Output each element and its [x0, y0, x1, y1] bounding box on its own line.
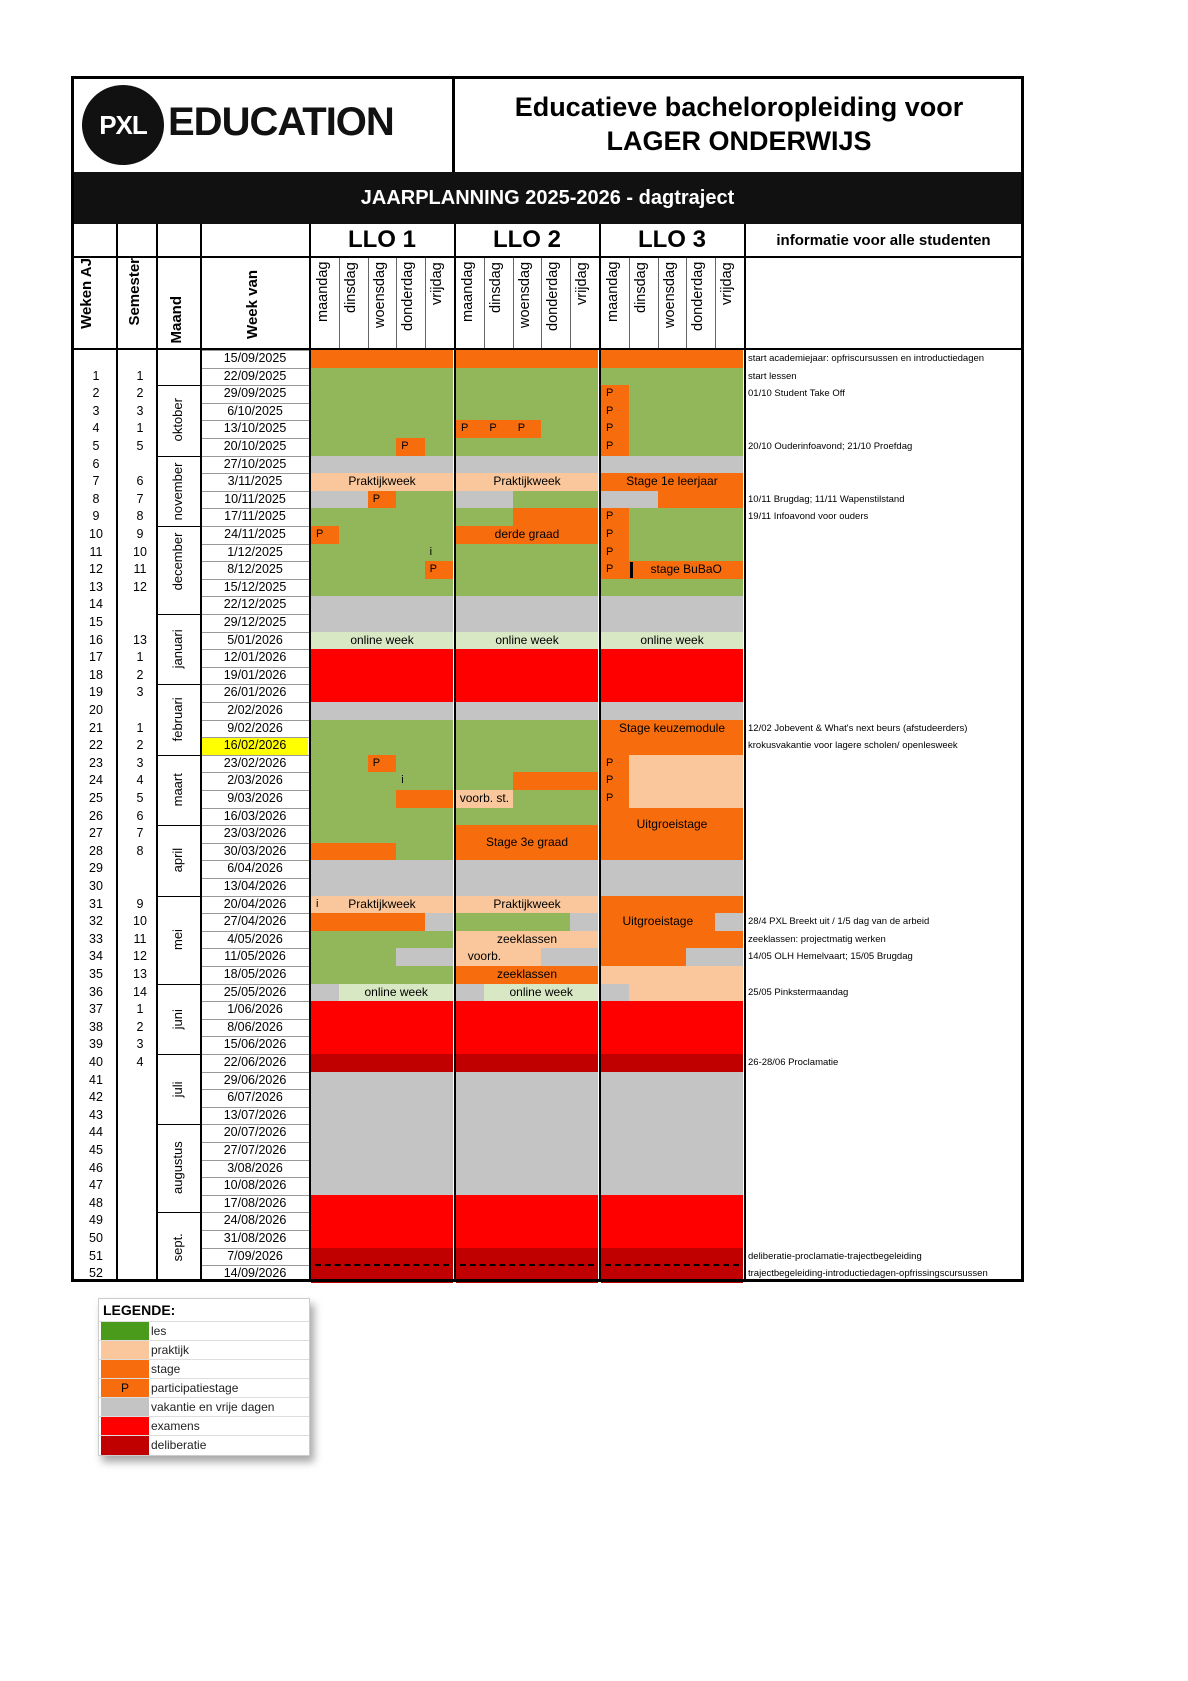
info-note: 20/10 Ouderinfoavond; 21/10 Proefdag	[748, 441, 913, 452]
participatie-mark: P	[606, 387, 614, 400]
week-date: 3/11/2025	[227, 474, 283, 489]
week-date: 20/04/2026	[223, 896, 287, 911]
semester-week: 11	[133, 931, 147, 946]
program-title-line-1: Educatieve bacheloropleiding voor	[514, 92, 964, 122]
day-header: woensdag	[516, 262, 533, 329]
week-date: 27/04/2026	[223, 914, 287, 929]
month-label: juli	[170, 1081, 185, 1098]
week-number: 42	[89, 1090, 103, 1105]
legend-row	[99, 1340, 309, 1360]
week-date: 31/08/2026	[223, 1231, 287, 1245]
block-label: zeeklassen	[496, 931, 558, 946]
participatie-mark: P	[372, 756, 381, 769]
info-note: 19/11 Infoavond voor ouders	[748, 511, 869, 523]
week-date: 2/02/2026	[227, 703, 283, 717]
week-date: 1/12/2025	[227, 544, 283, 559]
month-label: sept.	[170, 1233, 185, 1262]
info-note: 10/11 Brugdag; 11/11 Wapenstilstand	[748, 493, 905, 505]
legend-swatch: P	[101, 1379, 149, 1398]
legend-swatch	[101, 1322, 149, 1341]
week-date: 23/02/2026	[223, 755, 287, 770]
week-number: 3	[92, 403, 100, 418]
legend-row	[99, 1397, 309, 1417]
week-date: 11/05/2026	[224, 949, 286, 964]
semester-week: 12	[133, 579, 147, 594]
participatie-mark: P	[372, 492, 381, 505]
week-date: 22/12/2025	[223, 597, 287, 612]
week-date: 20/07/2026	[223, 1125, 287, 1140]
week-number: 48	[89, 1195, 103, 1210]
week-date: 16/02/2026	[223, 738, 287, 753]
week-date: 6/07/2026	[227, 1090, 283, 1105]
week-number: 2	[92, 386, 100, 401]
participatie-mark: P	[316, 528, 324, 540]
day-header: maandag	[315, 262, 331, 323]
week-date: 24/11/2025	[224, 527, 286, 541]
participatie-mark: P	[461, 422, 469, 435]
semester-week: 9	[136, 527, 144, 541]
week-number: 17	[89, 650, 103, 665]
week-date: 22/09/2025	[223, 368, 287, 383]
week-number: 30	[89, 879, 103, 893]
week-date: 12/01/2026	[223, 650, 287, 665]
week-number: 15	[89, 615, 103, 629]
semester-week: 3	[136, 685, 144, 700]
week-number: 31	[89, 896, 103, 911]
month-label: december	[170, 532, 185, 591]
info-header: informatie voor alle studenten	[776, 231, 991, 249]
program-title-line-2: LAGER ONDERWIJS	[606, 126, 872, 156]
legend-swatch	[101, 1341, 149, 1360]
week-number: 10	[89, 527, 103, 541]
day-header: woensdag	[371, 262, 388, 329]
legend-swatch	[101, 1398, 149, 1417]
day-header: dinsdag	[343, 262, 360, 313]
group-llo-3: LLO 3	[637, 226, 706, 253]
week-number: 22	[89, 738, 103, 753]
month-label: mei	[170, 929, 185, 951]
week-number: 24	[89, 773, 103, 788]
semester-week: 3	[136, 403, 144, 418]
week-date: 25/05/2026	[223, 984, 287, 999]
week-number: 27	[89, 826, 103, 841]
semester-week: 1	[136, 1002, 144, 1017]
week-date: 16/03/2026	[223, 808, 287, 823]
week-number: 39	[89, 1037, 103, 1052]
legend	[98, 1298, 310, 1456]
semester-week: 6	[136, 474, 144, 489]
week-date: 9/02/2026	[227, 720, 283, 735]
block-label: Praktijkweek	[348, 474, 416, 489]
week-date: 9/03/2026	[227, 791, 283, 805]
semester-week: 1	[136, 421, 144, 436]
block-label: online week	[495, 632, 559, 647]
week-date: 22/06/2026	[223, 1055, 287, 1069]
week-number: 32	[89, 914, 103, 929]
week-date: 29/09/2025	[223, 386, 287, 401]
semester-week: 11	[133, 562, 147, 577]
week-date: 15/06/2026	[223, 1037, 287, 1052]
week-date: 13/10/2025	[223, 421, 287, 436]
day-header: vrijdag	[573, 262, 590, 305]
info-note: start academiejaar: opfriscursussen en introductiedagen	[748, 353, 985, 364]
col-header-semester: Semester	[126, 258, 143, 326]
week-number: 35	[89, 967, 103, 981]
block-label: online week	[350, 632, 414, 647]
week-number: 44	[89, 1125, 103, 1140]
week-number: 18	[89, 667, 103, 682]
week-number: 26	[89, 808, 103, 823]
day-header: woensdag	[661, 262, 678, 329]
col-header-maand: Maand	[168, 296, 185, 344]
info-mark: i	[429, 545, 433, 558]
day-header: donderdag	[690, 262, 707, 332]
semester-week: 2	[136, 738, 144, 753]
logo-wordmark: EDUCATION	[168, 100, 394, 144]
week-date: 10/08/2026	[223, 1178, 287, 1193]
week-date: 8/12/2025	[227, 562, 283, 577]
month-label: januari	[170, 629, 185, 669]
week-date: 18/05/2026	[223, 967, 287, 981]
participatie-mark: P	[606, 440, 614, 452]
semester-week: 13	[133, 967, 147, 981]
info-note: 26-28/06 Proclamatie	[748, 1057, 839, 1068]
week-date: 29/06/2026	[223, 1072, 287, 1087]
week-number: 29	[89, 861, 103, 876]
week-date: 15/12/2025	[223, 579, 287, 594]
week-number: 9	[92, 509, 100, 524]
semester-week: 14	[133, 984, 147, 999]
week-date: 17/08/2026	[223, 1195, 287, 1210]
info-note: 14/05 OLH Hemelvaart; 15/05 Brugdag	[748, 951, 913, 963]
group-llo-2: LLO 2	[492, 226, 561, 253]
week-date: 19/01/2026	[223, 667, 287, 682]
week-number: 1	[92, 368, 100, 383]
info-note: zeeklassen: projectmatig werken	[748, 933, 886, 945]
block-label: derde graad	[494, 527, 560, 541]
week-number: 7	[92, 474, 100, 489]
week-date: 6/04/2026	[227, 861, 283, 876]
semester-week: 10	[133, 544, 147, 559]
info-note: 12/02 Jobevent & What's next beurs (afstudeerders)	[748, 722, 968, 734]
legend-label: les	[151, 1324, 167, 1338]
legend-swatch	[101, 1360, 149, 1379]
col-header-week-van: Week van	[244, 270, 261, 339]
col-header-weeks: Weken AJ	[78, 258, 95, 329]
semester-week: 3	[136, 1037, 144, 1052]
week-date: 27/07/2026	[223, 1143, 287, 1157]
day-header: dinsdag	[633, 262, 650, 313]
semester-week: 2	[136, 386, 144, 401]
semester-week: 8	[136, 843, 144, 858]
block-label: online week	[509, 984, 573, 999]
legend-title: LEGENDE:	[103, 1302, 176, 1318]
legend-label: praktijk	[151, 1343, 190, 1357]
block-label: zeeklassen	[496, 967, 558, 981]
week-number: 5	[92, 439, 100, 453]
week-number: 47	[89, 1178, 103, 1193]
participatie-mark: P	[606, 422, 614, 435]
semester-week: 12	[133, 949, 147, 964]
week-date: 24/08/2026	[223, 1213, 287, 1228]
day-header: vrijdag	[428, 262, 445, 305]
week-date: 30/03/2026	[223, 843, 287, 858]
participatie-mark: P	[606, 774, 614, 787]
week-date: 6/10/2025	[227, 403, 283, 418]
semester-week: 1	[136, 720, 144, 735]
week-number: 45	[89, 1143, 103, 1157]
info-note: 01/10 Student Take Off	[748, 388, 845, 400]
week-number: 14	[89, 597, 103, 612]
week-date: 20/10/2025	[223, 439, 287, 453]
week-number: 33	[89, 931, 103, 946]
week-date: 29/12/2025	[223, 615, 287, 629]
legend-label: participatiestage	[151, 1381, 239, 1395]
block-label: Stage 1e leerjaar	[626, 474, 718, 489]
legend-row	[99, 1321, 309, 1341]
semester-week: 5	[136, 791, 144, 805]
week-date: 5/01/2026	[227, 632, 283, 647]
semester-week: 13	[133, 632, 147, 647]
participatie-mark: P	[401, 440, 409, 452]
week-date: 14/09/2026	[223, 1266, 287, 1281]
table-frame	[71, 76, 1024, 1282]
week-date: 26/01/2026	[223, 685, 287, 700]
week-date: 4/05/2026	[227, 931, 283, 946]
week-date: 1/06/2026	[227, 1002, 283, 1017]
week-number: 43	[89, 1107, 103, 1122]
week-date: 8/06/2026	[227, 1019, 283, 1034]
block-label: Praktijkweek	[493, 896, 561, 911]
week-number: 8	[92, 491, 100, 506]
week-number: 20	[89, 703, 103, 717]
week-number: 21	[89, 720, 103, 735]
week-number: 40	[89, 1055, 103, 1069]
week-date: 23/03/2026	[223, 826, 287, 841]
block-label: voorb.	[467, 949, 502, 964]
day-header: maandag	[460, 262, 476, 323]
participatie-mark: P	[606, 545, 614, 558]
semester-week: 1	[136, 650, 144, 665]
month-label: juni	[170, 1008, 185, 1029]
block-label: stage BuBaO	[650, 562, 722, 577]
day-header: vrijdag	[718, 262, 735, 305]
block-label: Praktijkweek	[493, 474, 561, 489]
info-note: deliberatie-proclamatie-trajectbegeleiding	[748, 1250, 922, 1262]
block-label: Stage 3e graad	[485, 835, 569, 849]
week-number: 37	[89, 1002, 103, 1017]
group-llo-1: LLO 1	[347, 226, 416, 253]
week-number: 12	[89, 562, 103, 577]
month-label: augustus	[170, 1142, 185, 1195]
week-number: 50	[89, 1231, 103, 1245]
year-title: JAARPLANNING 2025-2026 - dagtraject	[71, 172, 1024, 224]
week-number: 11	[89, 544, 103, 559]
legend-row	[99, 1378, 309, 1398]
week-number: 34	[89, 949, 103, 964]
info-note: krokusvakantie voor lagere scholen/ openlesweek	[748, 740, 958, 752]
block-label: voorb. st.	[459, 791, 510, 805]
participatie-mark: P	[606, 528, 614, 540]
week-number: 36	[89, 984, 103, 999]
month-label: april	[170, 848, 185, 873]
semester-week: 3	[136, 755, 144, 770]
semester-week: 2	[136, 667, 144, 682]
week-number: 16	[89, 632, 103, 647]
week-number: 19	[89, 685, 103, 700]
semester-week: 2	[136, 1019, 144, 1034]
participatie-mark: P	[517, 422, 526, 435]
semester-week: 6	[136, 808, 144, 823]
participatie-mark: P	[606, 756, 614, 769]
month-label: oktober	[170, 398, 185, 443]
week-date: 17/11/2025	[224, 509, 286, 524]
day-header: donderdag	[545, 262, 562, 332]
week-number: 23	[89, 755, 103, 770]
legend-swatch	[101, 1436, 149, 1455]
week-date: 13/04/2026	[223, 879, 287, 893]
participatie-mark: P	[606, 563, 614, 576]
week-number: 52	[89, 1266, 103, 1281]
week-number: 13	[89, 579, 103, 594]
pxl-logo-icon: PXL	[82, 85, 164, 165]
semester-week: 4	[136, 773, 144, 788]
participatie-mark: P	[606, 510, 614, 523]
week-date: 10/11/2025	[224, 491, 286, 506]
block-label: Praktijkweek	[348, 896, 416, 911]
day-header: donderdag	[400, 262, 417, 332]
info-note: 28/4 PXL Breekt uit / 1/5 dag van de arbeid	[748, 916, 930, 928]
semester-week: 4	[136, 1055, 144, 1069]
week-number: 38	[89, 1019, 103, 1034]
semester-week: 10	[133, 914, 147, 929]
week-number: 4	[92, 421, 100, 436]
week-number: 6	[92, 456, 100, 471]
info-note: trajectbegeleiding-introductiedagen-opfrissingscursussen	[748, 1268, 988, 1280]
week-number: 49	[89, 1213, 103, 1228]
legend-row	[99, 1416, 309, 1436]
day-header: dinsdag	[488, 262, 505, 313]
legend-swatch	[101, 1417, 149, 1436]
month-label: november	[170, 461, 185, 520]
participatie-mark: P	[429, 563, 437, 576]
semester-week: 8	[136, 509, 144, 524]
legend-label: vakantie en vrije dagen	[151, 1400, 275, 1414]
week-date: 13/07/2026	[223, 1107, 287, 1122]
week-date: 15/09/2025	[223, 351, 287, 365]
info-mark: i	[316, 897, 319, 910]
week-number: 28	[89, 843, 103, 858]
block-label: Uitgroeistage	[622, 914, 694, 929]
month-label: maart	[170, 773, 185, 807]
week-date: 27/10/2025	[223, 456, 287, 471]
week-number: 41	[89, 1072, 103, 1087]
week-number: 46	[89, 1160, 103, 1175]
week-date: 7/09/2026	[227, 1248, 283, 1263]
block-label: Stage keuzemodule	[618, 720, 726, 735]
week-number: 51	[89, 1248, 103, 1263]
info-note: start lessen	[748, 370, 797, 382]
block-label: online week	[640, 632, 704, 647]
legend-label: examens	[151, 1419, 200, 1433]
info-note: 25/05 Pinkstermaandag	[748, 986, 849, 998]
participatie-mark: P	[489, 422, 497, 435]
semester-week: 5	[136, 439, 144, 453]
legend-row	[99, 1435, 309, 1455]
week-date: 2/03/2026	[227, 773, 283, 788]
info-mark: i	[401, 774, 404, 787]
block-label: Uitgroeistage	[636, 817, 708, 832]
semester-week: 7	[136, 826, 144, 841]
week-number: 25	[89, 791, 103, 805]
semester-week: 1	[136, 368, 144, 383]
block-label: online week	[364, 984, 428, 999]
participatie-mark: P	[606, 404, 614, 417]
semester-week: 7	[136, 491, 144, 506]
legend-label: stage	[151, 1362, 181, 1376]
month-label: februari	[170, 697, 185, 742]
day-header: maandag	[605, 262, 621, 323]
participatie-mark: P	[606, 792, 614, 804]
legend-row	[99, 1359, 309, 1379]
legend-label: deliberatie	[151, 1438, 207, 1452]
semester-week: 9	[136, 896, 144, 911]
week-date: 3/08/2026	[227, 1160, 283, 1175]
